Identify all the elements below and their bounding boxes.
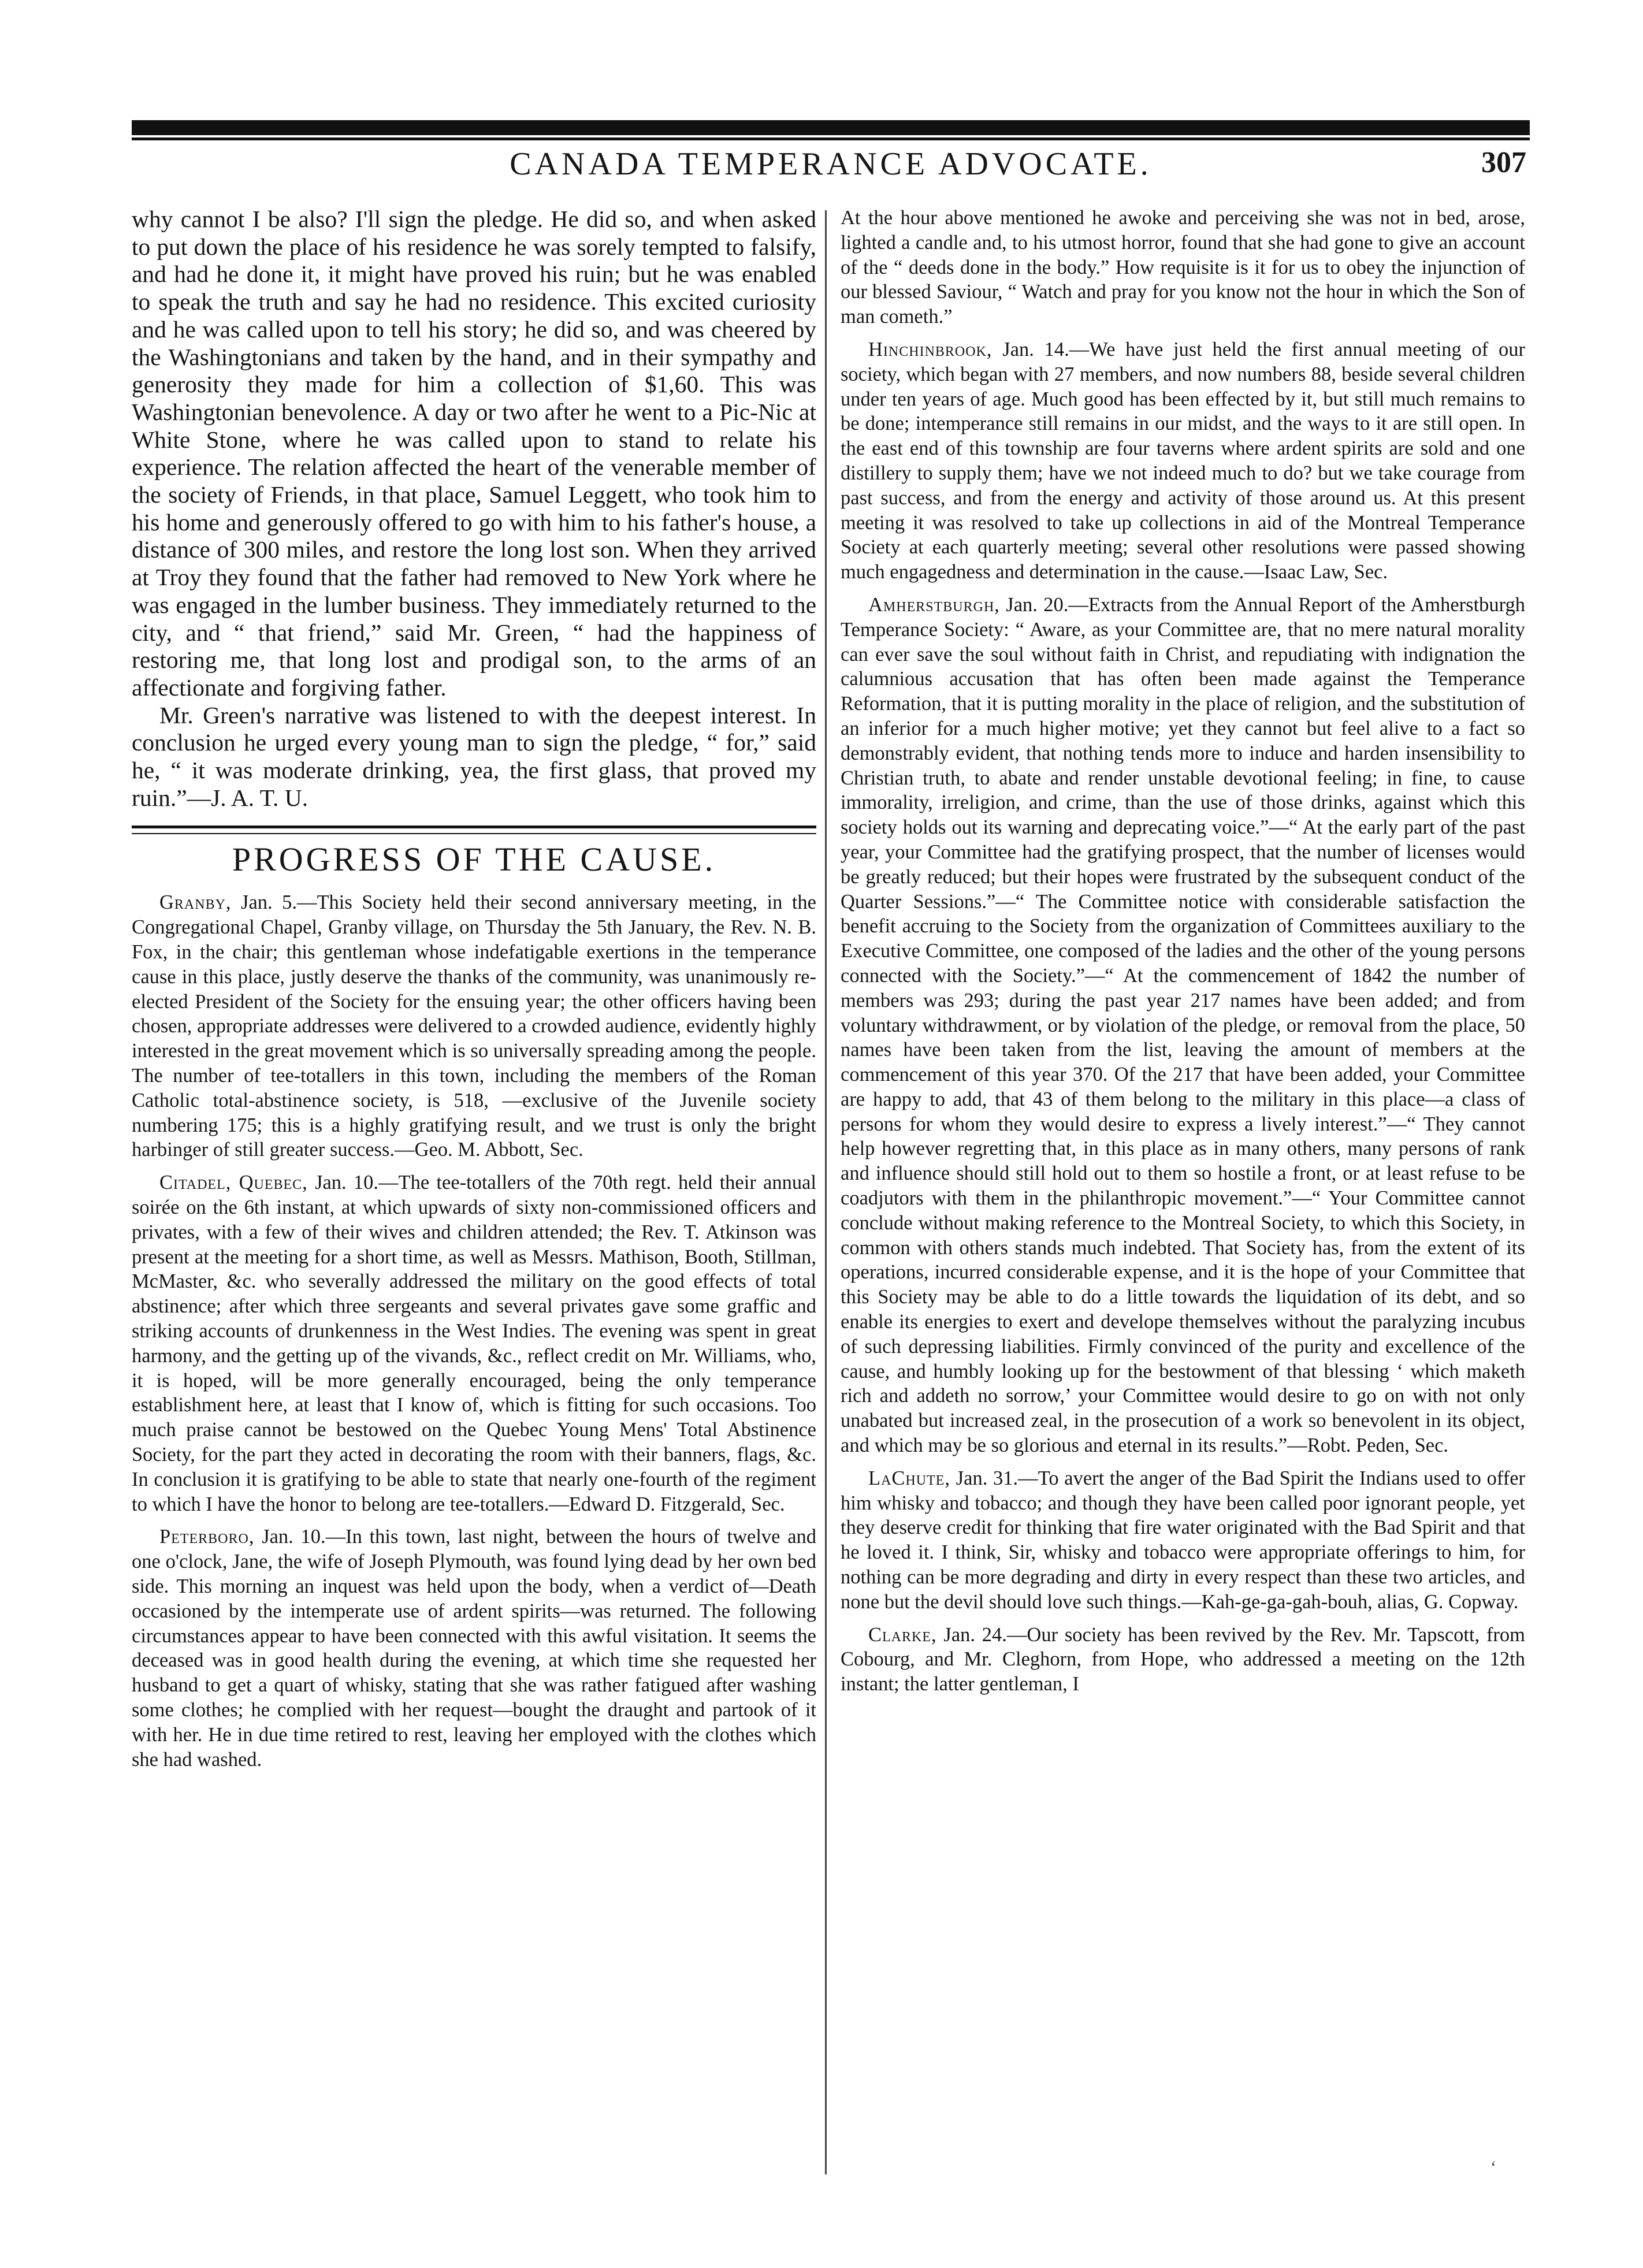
report-place: Clarke,: [868, 1623, 937, 1646]
top-rule: [132, 120, 1530, 135]
right-column: [841, 206, 1525, 2170]
report-text: Jan. 20.—Extracts from the Annual Report of the Amherstburgh Temperance Society: “ Aware, as your Committee are, that no mere natural morality can ever save the soul without faith in Christ, and repudiating with indignation the calumnious accusation that has often been made against the Temperance Reformation, that it is putting morality in the place of religion, and the substitution of an inferior for a much higher motive; yet they cannot but feel alive to a fact so demonstrably evident, that nothing tends more to induce and harden insensibility to Christian truth, to abate and render unstable devotional feeling; in fine, to cause immorality, irreligion, and crime, than the use of those drinks, against which this society holds out its warning and deprecating voice.”—“ At the early part of the past year, your Committee had the gratifying prospect, that the number of licenses would be greatly reduced; but their hopes were frustrated by the subsequent conduct of the Quarter Sessions.”—“ The Committee notice with considerable satisfaction the benefit accruing to the Society from the organization of Committees auxiliary to the Executive Committee, one composed of the ladies and the other of the young persons connected with the Society.”—“ At the commencement of 1842 the number of members was 293; during the past year 217 names have been added; and from voluntary withdrawment, or by violation of the pledge, or removal from the place, 50 names have been taken from the list, leaving the amount of members at the commencement of this year 370. Of the 217 that have been added, your Committee are happy to add, that 43 of them belong to the military in this place—a class of persons for whom they would desire to express a lively interest.”—“ They cannot help however regretting that, in this place as in many others, many persons of rank and influence should still hold out to them so hostile a front, or at least refuse to be coadjutors with them in the philanthropic movement.”—“ Your Committee cannot conclude without making reference to the Montreal Society, to which this Society, in common with others stands much indebted. That Society has, from the extent of its operations, incurred considerable expense, and it is the hope of your Committee that this Society may be able to do a little towards the liquidation of its debt, and so enable its energies to exert and develope themselves without the paralyzing incubus of such depressing liabilities. Firmly convinced of the purity and excellence of the cause, and humbly looking up for the bestowment of that blessing ‘ which maketh rich and addeth no sorrow,’ your Committee would desire to go on with not only unabated but increased zeal, in the prosecution of a work so benevolent in its object, and which may be so glorious and eternal in its results.”—Robt. Peden, Sec.: [841, 593, 1525, 1457]
report-text: Jan. 10.—In this town, last night, between the hours of twelve and one o'clock, Jane, the wife of Joseph Plymouth, was found lying dead by her own bed side. This morning an inquest was held upon the body, when a verdict of—Death occasioned by the intemperate use of ardent spirits—was returned. The following circumstances appear to have been connected with this awful visitation. It seems the deceased was in good health during the evening, at which time she requested her husband to get a quart of whisky, stating that she was rather fatigued after washing some clothes; he complied with her request—bought the draught and partook of it with her. He in due time retired to rest, leaving her employed with the clothes which she had washed.: [132, 1526, 816, 1771]
report-text: Jan. 10.—The tee-totallers of the 70th regt. held their annual soirée on the 6th instant, at which upwards of sixty non-commissioned officers and privates, with a few of their wives and children attended; the Rev. T. Atkinson was present at the meeting for a short time, as well as Messrs. Mathison, Booth, Stillman, McMaster, &c. who severally addressed the military on the good effects of total abstinence; after which three sergeants and several privates gave some graffic and striking accounts of drunkenness in the West Indies. The evening was spent in great harmony, and the getting up of the vivands, &c., reflect credit on Mr. Williams, who, it is hoped, will be more generally encouraged, being the only temperance establishment here, at least that I know of, which is fitting for such occasions. Too much praise cannot be bestowed on the Quebec Young Mens' Total Abstinence Society, for the part they acted in decorating the room with their banners, flags, &c. In conclusion it is gratifying to be able to state that nearly one-fourth of the regiment to which I have the honor to belong are tee-totallers.—Edward D. Fitzgerald, Sec.: [132, 1172, 816, 1515]
report-clarke: [841, 1623, 1525, 1697]
report-place: Citadel, Quebec,: [159, 1172, 308, 1194]
report-place: Granby,: [159, 891, 232, 914]
report-text: Jan. 24.—Our society has been revived by the Rev. Mr. Tapscott, from Cobourg, and Mr. Cleghorn, from Hope, who addressed a meeting on the 12th instant; the latter gentleman, I: [841, 1623, 1525, 1696]
report-text: Jan. 31.—To avert the anger of the Bad Spirit the Indians used to offer him whisky and tobacco; and though they have been called poor ignorant people, yet they deserve credit for thinking that fire water originated with the Bad Spirit and that he loved it. I think, Sir, whisky and tobacco were appropriate offerings to him, for nothing can be more degrading and dirty in every respect than these two articles, and none but the devil should love such things.—Kah-ge-ga-gah-bouh, alias, G. Copway.: [841, 1467, 1525, 1613]
report-peterboro-continued: At the hour above mentioned he awoke and perceiving she was not in bed, arose, lighted a candle and, to his utmost horror, found that she had gone to give an account of the “ deeds done in the body.” How requisite is it for us to obey the injunction of our blessed Saviour, “ Watch and pray for you know not the hour in which the Son of man cometh.”: [841, 207, 1525, 328]
running-title: CANADA TEMPERANCE ADVOCATE.: [510, 146, 1152, 182]
report-text: Jan. 5.—This Society held their second anniversary meeting, in the Congregational Chapel, Granby village, on Thursday the 5th January, the Rev. N. B. Fox, in the chair; this gentleman whose indefatigable exertions in the temperance cause in this place, justly deserve the thanks of the community, was unanimously re-elected President of the Society for the ensuing year; the other officers having been chosen, appropriate addresses were delivered to a crowded audience, evidently highly interested in the great movement which is so universally spreading among the people. The number of tee-totallers in this town, including the members of the Roman Catholic total-abstinence society, is 518, —exclusive of the Juvenile society numbering 175; this is a highly gratifying result, and we trust is only the bright harbinger of still greater success.—Geo. M. Abbott, Sec.: [132, 891, 816, 1161]
story-paragraph-2: Mr. Green's narrative was listened to with the deepest interest. In conclusion he urged every young man to sign the pledge, “ for,” said he, “ it was moderate drinking, yea, the first glass, that proved my ruin.”—J. A. T. U.: [132, 701, 816, 811]
report-citadel: [132, 1170, 816, 1516]
report-amherstburgh: [841, 593, 1525, 1458]
report-place: Peterboro,: [159, 1526, 255, 1548]
report-text: Jan. 14.—We have just held the first annual meeting of our society, which began with 27 members, and now numbers 88, beside several children under ten years of age. Much good has been effected by it, but still much remains to be done; intemperance still remains in our midst, and the ways to it are still open. In the east end of this township are four taverns where ardent spirits are sold and one distillery to supply them; have we not indeed much to do? but we take courage from past success, and from the energy and activity of those around us. At this present meeting it was resolved to take up collections in aid of the Montreal Temperance Society at each quarterly meeting; several other resolutions were passed showing much engagedness and determination in the cause.—Isaac Law, Sec.: [841, 338, 1525, 583]
reports-left: [132, 890, 816, 1772]
section-divider: [132, 826, 816, 834]
section-title: PROGRESS OF THE CAUSE.: [232, 841, 716, 879]
page-header: [132, 146, 1530, 192]
left-column: [132, 206, 816, 2170]
column-divider: [825, 210, 827, 2174]
report-granby: [132, 890, 816, 1162]
story-paragraph-1: why cannot I be also? I'll sign the pledge. He did so, and when asked to put down the place of his residence he was sorely tempted to falsify, and had he done it, it might have proved his ruin; but he was enabled to speak the truth and say he had no residence. This excited curiosity and he was called upon to tell his story; he did so, and was cheered by the Washingtonians and taken by the hand, and in their sympathy and generosity they made for him a collection of $1,60. This was Washingtonian benevolence. A day or two after he went to a Pic-Nic at White Stone, where he was called upon to stand to relate his experience. The relation affected the heart of the venerable member of the society of Friends, in that place, Samuel Leggett, who took him to his home and generously offered to go with him to his father's house, a distance of 300 miles, and restore the long lost son. When they arrived at Troy they found that the father had removed to New York where he was engaged in the lumber business. They immediately returned to the city, and “ that friend,” said Mr. Green, “ had the happiness of restoring me, that long lost and prodigal son, to the arms of an affectionate and forgiving father.: [132, 206, 816, 701]
report-place: Hinchinbrook,: [868, 338, 993, 360]
report-place: Amherstburgh,: [868, 593, 1000, 616]
page-number: 307: [1481, 146, 1526, 179]
report-hinchinbrook: [841, 337, 1525, 585]
story-continuation: [132, 206, 816, 812]
report-lachute: [841, 1466, 1525, 1615]
footer-mark: ‘: [1490, 2158, 1496, 2177]
report-peterboro: [132, 1525, 816, 1772]
report-place: LaChute,: [868, 1467, 951, 1489]
